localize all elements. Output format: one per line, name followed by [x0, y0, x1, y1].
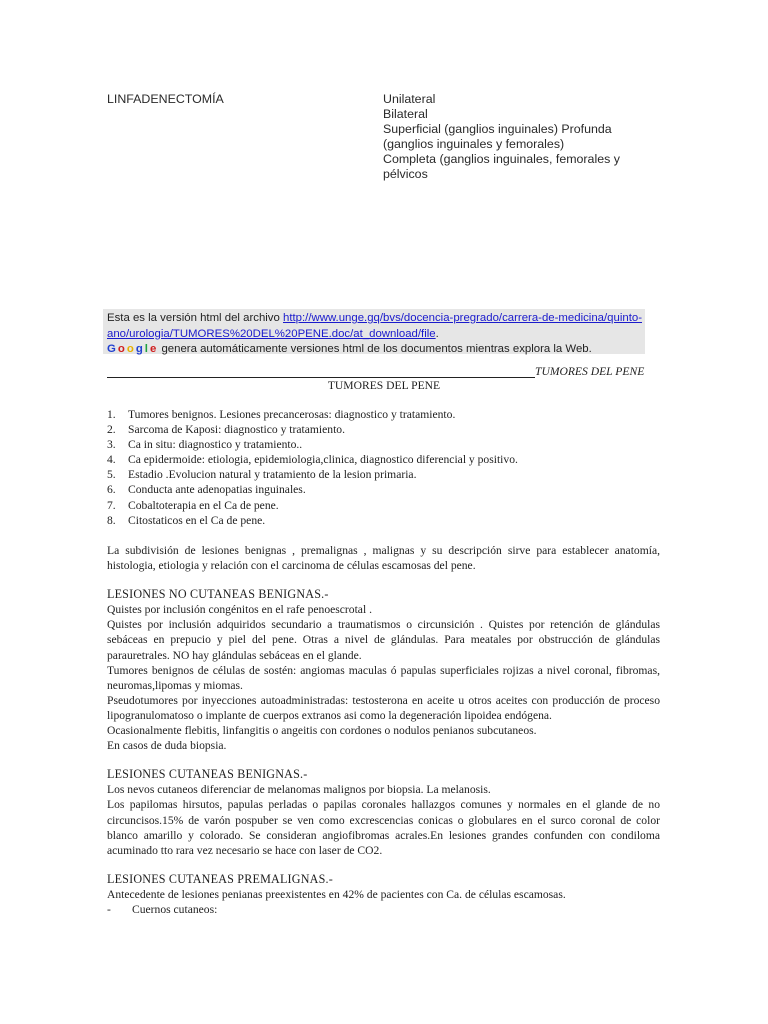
source-file-link[interactable]: http://www.unge.gq/bvs/docencia-pregrado/carrera-de-medicina/quinto- ano/urologia/TUMORES%20DEL%20PENE.doc/at_download/file: [107, 312, 642, 340]
paragraph: Quistes por inclusión adquiridos secundario a traumatismos o circunsición . Quistes por retención de glándulas sebáceas en prepucio y piel del pene. Otras a nivel de glándulas. Para meatales por obstrucción de glándulas parauretrales. NO hay glándulas sebáceas en el glande.: [107, 618, 660, 662]
paragraph: En casos de duda biopsia.: [107, 739, 227, 753]
link-suffix: .: [435, 327, 439, 340]
item-number: 6.: [107, 483, 116, 497]
item-text: Conducta ante adenopatias inguinales.: [128, 483, 306, 497]
list-item: [107, 513, 667, 528]
section-heading: LESIONES CUTANEAS BENIGNAS.-: [107, 767, 308, 782]
list-item: [107, 422, 667, 437]
item-text: Cuernos cutaneos:: [132, 902, 218, 916]
paragraph: Quistes por inclusión congénitos en el rafe penoescrotal .: [107, 603, 372, 617]
document-title: TUMORES DEL PENE: [327, 379, 441, 392]
type-line: Bilateral: [383, 107, 428, 121]
type-line: (ganglios inguinales y femorales): [383, 137, 565, 151]
item-text: Sarcoma de Kaposi: diagnostico y tratamiento.: [128, 423, 346, 437]
google-letter: o: [117, 343, 127, 355]
item-number: 3.: [107, 438, 116, 452]
type-line: Superficial (ganglios inguinales) Profunda: [383, 122, 612, 136]
banner-suffix: genera automáticamente versiones html de los documentos mientras explora la Web.: [158, 343, 592, 355]
paragraph: Pseudotumores por inyecciones autoadministradas: testosterona en aceite u otros aceites con producción de proceso lipogranulomatoso o implante de cuerpos extranos asi como la degeneración lipoidea endógena.: [107, 693, 660, 722]
list-item: [107, 482, 667, 497]
item-text: Cobaltoterapia en el Ca de pene.: [128, 498, 279, 512]
bullet-dash: -: [107, 902, 111, 916]
banner-prefix: Esta es la versión html del archivo: [107, 312, 283, 324]
item-text: Citostaticos en el Ca de pene.: [128, 513, 266, 527]
item-number: 4.: [107, 453, 116, 467]
paragraph: Los papilomas hirsutos, papulas perladas o papilas coronales hallazgos comunes y normales en el glande de no circuncisos.15% de varón pospuber se ven como excrescencias conicas o globulares en el surco coronal de color blanco amarillo y colorado. Se consideran angiofibromas acrales.En lesiones grandes confunden con condiloma acuminado tto rara vez necesario se hace con laser de CO2.: [107, 798, 660, 857]
linfadenectomia-title: LINFADENECTOMÍA: [107, 92, 224, 106]
google-logo-text: [107, 343, 158, 355]
linfadenectomia-types-list: [383, 92, 643, 182]
list-item: [107, 407, 667, 422]
google-letter: e: [149, 343, 159, 355]
item-number: 1.: [107, 408, 116, 421]
paragraph: Ocasionalmente flebitis, linfangitis o angeitis con cordones o nodulos penianos subcutaneos.: [107, 724, 537, 738]
list-item: [107, 437, 667, 452]
paragraph: Los nevos cutaneos diferenciar de melanomas malignos por biopsia. La melanosis.: [107, 783, 491, 797]
intro-paragraph: La subdivisión de lesiones benignas , premalignas , malignas y su descripción sirve para establecer anatomía, histologia, etiologia y relación con el carcinoma de células escamosas del pene.: [107, 544, 660, 573]
item-text: Tumores benignos. Lesiones precancerosas: diagnostico y tratamiento.: [128, 408, 456, 421]
google-letter: G: [107, 343, 118, 355]
item-number: 7.: [107, 498, 116, 512]
google-letter: o: [126, 343, 136, 355]
list-item: [107, 452, 667, 467]
list-item: [107, 498, 667, 513]
item-number: 2.: [107, 423, 116, 437]
google-letter: l: [144, 343, 150, 355]
type-line: pélvicos: [383, 167, 428, 181]
item-number: 5.: [107, 468, 116, 482]
section-heading: LESIONES CUTANEAS PREMALIGNAS.-: [107, 871, 333, 886]
item-text: Ca in situ: diagnostico y tratamiento..: [128, 438, 303, 452]
google-letter: g: [135, 343, 145, 355]
section-heading: LESIONES NO CUTANEAS BENIGNAS.-: [107, 587, 329, 602]
topics-list: [107, 407, 667, 528]
document-body: [107, 543, 660, 917]
running-header: TUMORES DEL PENE: [535, 365, 645, 378]
item-number: 8.: [107, 513, 116, 527]
list-item: [107, 467, 667, 482]
item-text: Estadio .Evolucion natural y tratamiento de la lesion primaria.: [128, 468, 417, 482]
paragraph: Tumores benignos de células de sostén: angiomas maculas ó papulas superficiales rojizas a nivel coronal, fibromas, neuromas,lipomas y miomas.: [107, 663, 660, 692]
list-item: [107, 902, 660, 917]
paragraph: Antecedente de lesiones penianas preexistentes en 42% de pacientes con Ca. de células escamosas.: [107, 887, 566, 901]
google-html-version-banner: [103, 309, 645, 354]
type-line: Completa (ganglios inguinales, femorales y: [383, 152, 620, 166]
item-text: Ca epidermoide: etiologia, epidemiologia,clinica, diagnostico diferencial y positivo.: [128, 453, 518, 467]
type-line: Unilateral: [383, 92, 436, 106]
